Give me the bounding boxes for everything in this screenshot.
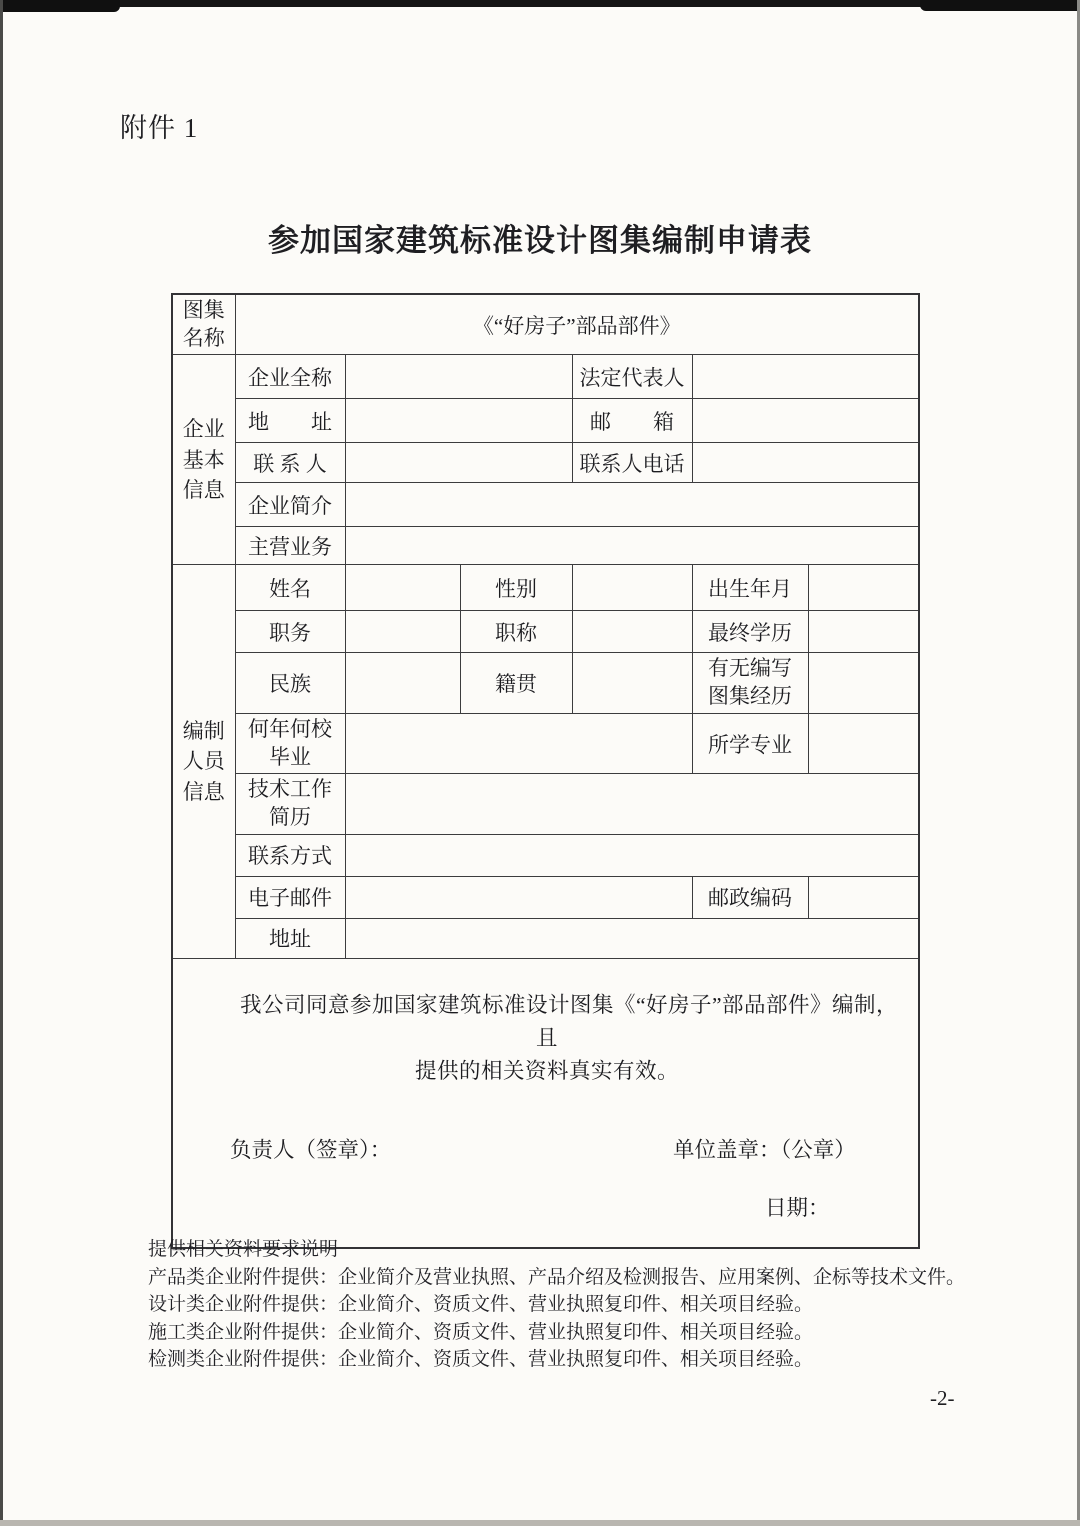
postcode-label: 邮政编码 [692, 876, 808, 918]
atlas-name-label-line2: 名称 [182, 325, 225, 350]
company-mailbox-value [692, 399, 919, 443]
personnel-contact-label: 联系方式 [235, 834, 345, 876]
notes-heading: 提供相关资料要求说明 [148, 1239, 339, 1260]
personnel-header-line1: 编制 [182, 718, 225, 743]
graduation-label [235, 713, 345, 773]
application-form-table [171, 293, 920, 1249]
notes-item-construct: 施工类企业附件提供：企业简介、资质文件、营业执照复印件、相关项目经验。 [148, 1321, 814, 1343]
declaration-line1: 我公司同意参加国家建筑标准设计图集《“好房子”部品部件》编制，且 [239, 992, 899, 1050]
company-contact-label: 联 系 人 [235, 443, 345, 483]
declaration-paragraph [190, 989, 904, 1088]
page-number: -2- [930, 1386, 955, 1410]
resume-label-line1: 技术工作 [248, 777, 332, 802]
atlas-name-row [172, 294, 919, 355]
degree-value [808, 611, 919, 653]
company-row-contact [172, 443, 919, 483]
email-label: 电子邮件 [235, 876, 345, 918]
notes-item-testing: 检测类企业附件提供：企业简介、资质文件、营业执照复印件、相关项目经验。 [148, 1349, 814, 1370]
name-value [345, 565, 460, 611]
signer-label: 负责人（签章）： [230, 1137, 392, 1162]
attachment-label: 附件 1 [120, 113, 199, 143]
atlas-exp-label-line2: 图集经历 [708, 684, 792, 709]
birth-label: 出生年月 [692, 565, 808, 611]
atlas-exp-label [692, 653, 808, 713]
title-label: 职称 [460, 611, 572, 653]
company-contact-value [345, 443, 572, 483]
company-profile-label: 企业简介 [235, 483, 345, 527]
atlas-name-value: 《“好房子”部品部件》 [235, 294, 919, 355]
notes-item-design: 设计类企业附件提供：企业简介、资质文件、营业执照复印件、相关项目经验。 [148, 1294, 814, 1315]
date-label: 日期： [765, 1195, 830, 1220]
personnel-row-ethnic [172, 653, 919, 713]
personnel-contact-value [345, 834, 919, 876]
personnel-row-duty [172, 611, 919, 653]
company-row-business [172, 527, 919, 565]
company-row-address [172, 399, 919, 443]
company-header-line3: 信息 [182, 478, 225, 503]
legal-rep-value [692, 355, 919, 399]
duty-label: 职务 [235, 611, 345, 653]
major-value [808, 713, 919, 773]
personnel-row-name [172, 565, 919, 611]
company-fullname-label: 企业全称 [235, 355, 345, 399]
declaration-content [177, 961, 914, 1245]
document-title: 参加国家建筑标准设计图集编制申请表 [268, 223, 812, 258]
personnel-address-label: 地址 [235, 918, 345, 958]
personnel-header-line2: 人员 [182, 749, 225, 774]
birth-value [808, 565, 919, 611]
contact-phone-label: 联系人电话 [572, 443, 692, 483]
scan-edge-top-left [0, 0, 120, 12]
atlas-name-label-line1: 图集 [182, 298, 225, 322]
name-label: 姓名 [235, 565, 345, 611]
degree-label: 最终学历 [692, 611, 808, 653]
declaration-row [172, 958, 919, 1248]
atlas-exp-label-line1: 有无编写 [708, 656, 792, 681]
scan-edge-top [0, 0, 1080, 7]
personnel-row-resume [172, 774, 919, 834]
legal-rep-label: 法定代表人 [572, 355, 692, 399]
ethnic-value [345, 653, 460, 713]
attachment-requirements-notes [148, 1236, 966, 1374]
company-header-line2: 基本 [182, 447, 225, 472]
company-seal-label: 单位盖章：（公章） [673, 1137, 856, 1162]
email-value [345, 876, 692, 918]
company-address-label: 地 址 [235, 399, 345, 443]
company-address-value [345, 399, 572, 443]
origin-value [572, 653, 692, 713]
company-row-profile [172, 483, 919, 527]
personnel-row-email [172, 876, 919, 918]
graduation-value [345, 713, 692, 773]
gender-label: 性别 [460, 565, 572, 611]
contact-phone-value [692, 443, 919, 483]
declaration-line2: 提供的相关资料真实有效。 [415, 1058, 680, 1083]
gender-value [572, 565, 692, 611]
personnel-row-contact [172, 834, 919, 876]
resume-label-line2: 简历 [269, 805, 311, 830]
graduation-label-line1: 何年何校 [248, 716, 332, 741]
resume-label [235, 774, 345, 834]
declaration-cell [172, 958, 919, 1248]
ethnic-label: 民族 [235, 653, 345, 713]
postcode-value [808, 876, 919, 918]
resume-value [345, 774, 919, 834]
graduation-label-line2: 毕业 [269, 744, 311, 769]
company-mailbox-label: 邮 箱 [572, 399, 692, 443]
company-section-header [172, 355, 235, 565]
personnel-header-line3: 信息 [182, 779, 225, 804]
atlas-exp-value [808, 653, 919, 713]
company-business-label: 主营业务 [235, 527, 345, 565]
personnel-row-graduation [172, 713, 919, 773]
company-profile-value [345, 483, 919, 527]
personnel-address-value [345, 918, 919, 958]
notes-item-product: 产品类企业附件提供：企业简介及营业执照、产品介绍及检测报告、应用案例、企标等技术文件。 [148, 1266, 966, 1288]
origin-label: 籍贯 [460, 653, 572, 713]
company-row-fullname [172, 355, 919, 399]
company-header-line1: 企业 [182, 417, 225, 442]
major-label: 所学专业 [692, 713, 808, 773]
company-fullname-value [345, 355, 572, 399]
scan-edge-top-right [920, 0, 1080, 11]
company-business-value [345, 527, 919, 565]
scan-edge-bottom [0, 1520, 1080, 1526]
personnel-row-address [172, 918, 919, 958]
personnel-section-header [172, 565, 235, 958]
atlas-name-label [172, 294, 235, 355]
duty-value [345, 611, 460, 653]
title-value [572, 611, 692, 653]
